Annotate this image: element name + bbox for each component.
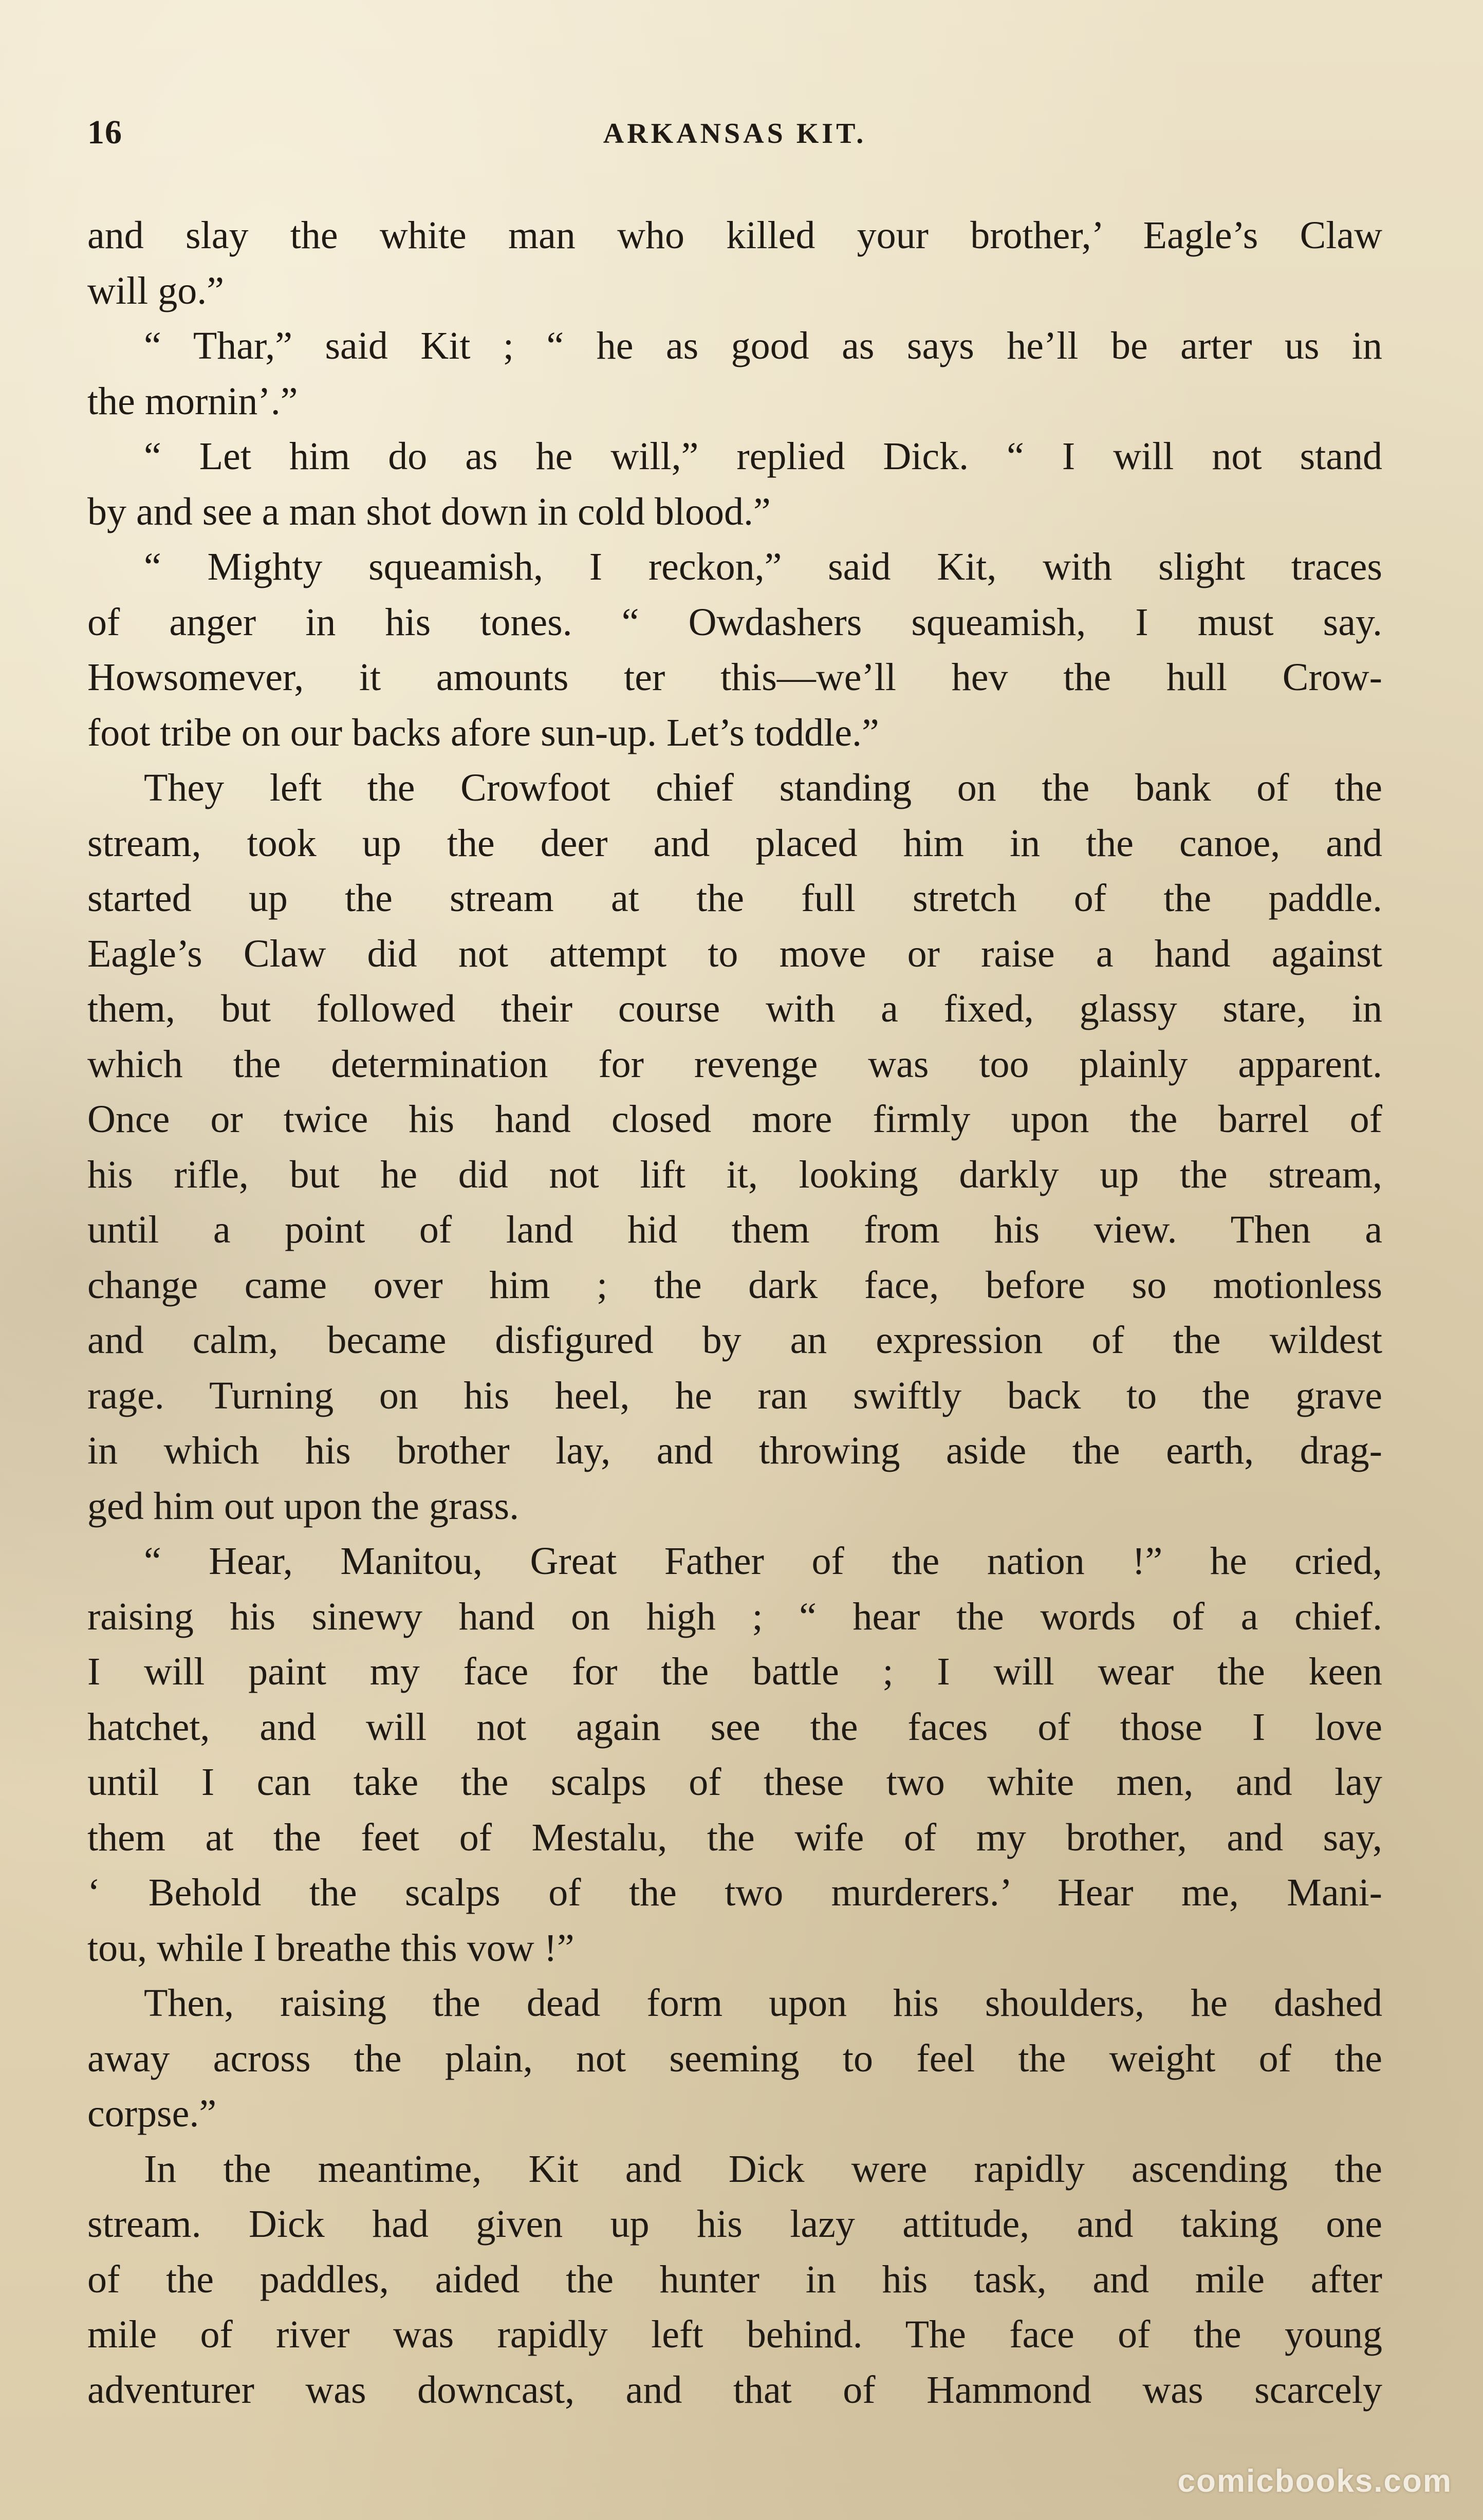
text-line: started up the stream at the full stretch of the paddle.: [87, 877, 1382, 920]
text-line: and calm, became disfigured by an expression of the wildest: [87, 1319, 1382, 1362]
body-text: [87, 208, 1382, 2418]
text-line: stream, took up the deer and placed him in the canoe, and: [87, 821, 1382, 865]
text-line: and slay the white man who killed your brother,’ Eagle’s Claw: [87, 214, 1382, 257]
text-line: They left the Crowfoot chief standing on the bank of the: [144, 766, 1382, 809]
text-line: mile of river was rapidly left behind. The face of the young: [87, 2313, 1382, 2356]
text-line: of the paddles, aided the hunter in his task, and mile after: [87, 2257, 1382, 2301]
text-line: hatchet, and will not again see the faces of those I love: [87, 1705, 1382, 1749]
text-line: tou, while I breathe this vow !”: [87, 1926, 574, 1970]
text-line: adventurer was downcast, and that of Hammond was scarcely: [87, 2368, 1382, 2412]
text-line: I will paint my face for the battle ; I will wear the keen: [87, 1650, 1382, 1693]
text-line: foot tribe on our backs afore sun-up. Let’s toddle.”: [87, 711, 879, 754]
text-line: Then, raising the dead form upon his shoulders, he dashed: [144, 1981, 1382, 2025]
text-line: In the meantime, Kit and Dick were rapidly ascending the: [144, 2147, 1382, 2191]
text-line: by and see a man shot down in cold blood.”: [87, 490, 771, 533]
watermark: comicbooks.com: [1177, 2463, 1452, 2499]
text-line: Once or twice his hand closed more firmly upon the barrel of: [87, 1098, 1382, 1141]
text-line: “ Hear, Manitou, Great Father of the nation !” he cried,: [144, 1540, 1382, 1583]
text-line: them, but followed their course with a fixed, glassy stare, in: [87, 987, 1382, 1030]
page-number: 16: [87, 114, 122, 151]
text-line: away across the plain, not seeming to feel the weight of the: [87, 2036, 1382, 2080]
text-line: in which his brother lay, and throwing aside the earth, drag-: [87, 1429, 1382, 1472]
text-line: change came over him ; the dark face, before so motionless: [87, 1263, 1382, 1307]
text-line: corpse.”: [87, 2092, 217, 2135]
text-line: rage. Turning on his heel, he ran swiftly back to the grave: [87, 1374, 1382, 1417]
text-line: ‘ Behold the scalps of the two murderers.’ Hear me, Mani-: [87, 1871, 1382, 1914]
text-line: stream. Dick had given up his lazy attitude, and taking one: [87, 2202, 1382, 2246]
text-line: until a point of land hid them from his view. Then a: [87, 1208, 1382, 1251]
text-line: his rifle, but he did not lift it, looking darkly up the stream,: [87, 1153, 1382, 1196]
text-line: “ Thar,” said Kit ; “ he as good as says he’ll be arter us in: [144, 324, 1382, 367]
text-line: “ Mighty squeamish, I reckon,” said Kit, with slight traces: [144, 545, 1382, 588]
text-line: until I can take the scalps of these two white men, and lay: [87, 1761, 1382, 1804]
text-line: will go.”: [87, 269, 224, 312]
running-title: ARKANSAS KIT.: [603, 118, 867, 150]
text-line: Howsomever, it amounts ter this—we’ll hev the hull Crow-: [87, 656, 1382, 699]
running-head: [87, 103, 1382, 159]
text-line: Eagle’s Claw did not attempt to move or raise a hand against: [87, 932, 1382, 975]
text-line: ged him out upon the grass.: [87, 1484, 520, 1528]
text-line: them at the feet of Mestalu, the wife of my brother, and say,: [87, 1815, 1382, 1859]
text-line: “ Let him do as he will,” replied Dick. “ I will not stand: [144, 435, 1382, 478]
text-line: of anger in his tones. “ Owdashers squeamish, I must say.: [87, 600, 1382, 644]
text-line: which the determination for revenge was too plainly apparent.: [87, 1042, 1382, 1086]
text-line: raising his sinewy hand on high ; “ hear the words of a chief.: [87, 1595, 1382, 1638]
text-line: the mornin’.”: [87, 379, 298, 423]
